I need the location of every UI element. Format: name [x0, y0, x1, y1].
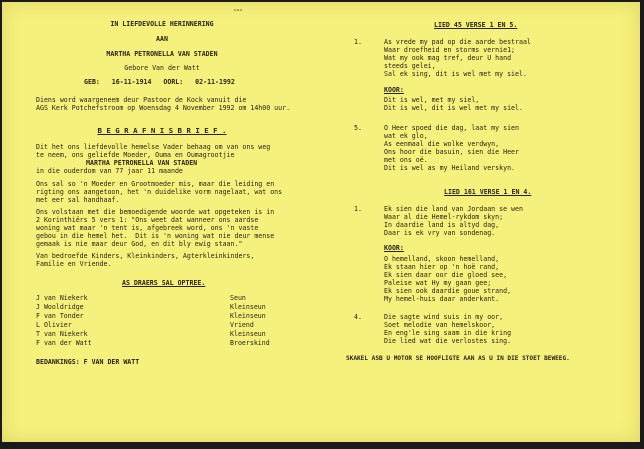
birth-death-dates: GEB: 16-11-1914 OORL: 02-11-1992: [84, 78, 235, 86]
verse-line: Dit is wel as my Heiland verskyn.: [384, 164, 516, 172]
bearer-name: J van Niekerk: [36, 294, 88, 302]
bearer-relation: Seun: [230, 294, 246, 302]
chorus-line: Paleise wat Hy my gaan gee;: [384, 279, 492, 287]
bearer-relation: Kleinseun: [230, 312, 266, 320]
letter-line: Ons sal so 'n Moeder en Grootmoeder mis, maar die leiding en: [36, 180, 275, 188]
verse-line: Ons hoor die basuin, sien die Heer: [384, 148, 519, 156]
aan-label: AAN: [156, 35, 168, 43]
bearers-heading: AS DRAERS SAL OPTREE.: [122, 279, 206, 287]
letter-line: MARTHA PETRONELLA VAN STADEN: [86, 159, 198, 167]
verse-line: In daardie land is altyd dag,: [384, 221, 500, 229]
chorus-line: Dit is wel, dit is wel met my siel.: [384, 104, 523, 112]
chorus-line: Ek sien daar oor die gloed see,: [384, 271, 508, 279]
chorus-line: O hemelland, skoon hemelland,: [384, 255, 500, 263]
verse-line: Wat my ook mag tref, deur U hand: [384, 54, 512, 62]
verse-line: En eng'le sing saam in die kring: [384, 329, 512, 337]
verse-line: Die sagte wind suis in my oor,: [384, 313, 504, 321]
deceased-name: MARTHA PETRONELLA VAN STADEN: [106, 50, 218, 58]
hymn-45-heading: LIED 45 VERSE 1 EN 5.: [434, 21, 518, 29]
letter-line: 2 Korinthiërs 5 vers 1: "Ons weet dat wanneer ons aardse: [36, 216, 259, 224]
verse-number: 5.: [354, 124, 362, 132]
letter-line: gemaak is nie maar deur God, en dit bly ewig staan.": [36, 240, 243, 248]
letter-line: Ons volstaan met die bemoedigende woorde wat opgeteken is in: [36, 208, 275, 216]
verse-line: met ons oë.: [384, 156, 428, 164]
bearer-name: J Wooldridge: [36, 303, 84, 311]
verse-line: Waar droefheid en storms vernie1;: [384, 46, 516, 54]
maiden-name: Gebore Van der Watt: [124, 64, 200, 72]
right-column: [324, 2, 640, 379]
bearer-relation: Broerskind: [230, 339, 270, 347]
verse-number: 4.: [354, 313, 362, 321]
letter-line: Familie en Vriende.: [36, 260, 112, 268]
pencil-mark: ᵤᵤᵤ: [234, 5, 243, 13]
verse-line: As eenmaal die wolke verdwyn,: [384, 140, 500, 148]
letter-line: rigting ons aangetoon, het 'n duidelike vorm nagelaat, wat ons: [36, 188, 283, 196]
verse-line: steeds gelei,: [384, 62, 436, 70]
letter-line: woning wat maar 'n tent is, afgebreek word, ons 'n vaste: [36, 224, 259, 232]
bearer-relation: Kleinseun: [230, 330, 266, 338]
bearer-name: L Olivier: [36, 321, 72, 329]
left-column: [2, 2, 322, 366]
chorus-line: Ek sien ook daardie goue strand,: [384, 287, 512, 295]
verse-line: Ek sien die land van Jordaan se wen: [384, 205, 523, 213]
hymn-161-heading: LIED 161 VERSE 1 EN 4.: [444, 188, 532, 196]
service-line-2: AGS Kerk Potchefstroom op Woensdag 4 November 1992 om 14h00 uur.: [36, 104, 291, 112]
procession-notice: SKAKEL ASB U MOTOR SE HOOFLIGTE AAN AS U IN DIE STOET BEWEEG.: [346, 355, 570, 362]
letter-line: Van bedroefde Kinders, Kleinkinders, Agterkleinkinders,: [36, 252, 255, 260]
verse-line: Sal ek sing, dit is wel met my siel.: [384, 70, 527, 78]
verse-line: As vrede my pad op die aarde bestraal: [384, 38, 531, 46]
thanks-line: BEDANKINGS: F VAN DER WATT: [36, 358, 140, 366]
letter-line: te neem, ons geliefde Moeder, Ouma en Oumagrootjie: [36, 151, 235, 159]
letter-heading: B E G R A F N I S B R I E F .: [97, 126, 227, 135]
chorus-label: KOOR:: [384, 86, 404, 94]
bearer-name: T van Niekerk: [36, 330, 88, 338]
letter-line: gebou in die hemel het. Dit is 'n woning wat nie deur mense: [36, 232, 275, 240]
letter-line: met eer sal handhaaf.: [36, 196, 120, 204]
verse-number: 1.: [354, 38, 362, 46]
letter-line: Dit het ons liefdevolle hemelse Vader behaag om van ons weg: [36, 143, 271, 151]
bearer-name: F van der Watt: [36, 339, 92, 347]
verse-line: O Heer spoed die dag, laat my sien: [384, 124, 519, 132]
service-line-1: Diens word waargeneem deur Pastoor de Kock vanuit die: [36, 96, 247, 104]
funeral-leaflet: [2, 2, 640, 442]
chorus-label: KOOR:: [384, 244, 404, 252]
verse-line: Die lied wat die verlostes sing.: [384, 337, 512, 345]
bearer-relation: Vriend: [230, 321, 254, 329]
verse-line: Soet melodie van hemelskoor,: [384, 321, 496, 329]
bearer-relation: Kleinseun: [230, 303, 266, 311]
chorus-line: Ek staan hier op 'n hoë rand,: [384, 263, 500, 271]
chorus-line: My hemel-huis daar anderkant.: [384, 295, 500, 303]
verse-number: 1.: [354, 205, 362, 213]
letter-line: in die ouderdom van 77 jaar 11 maande: [36, 167, 183, 175]
verse-line: Daar is ek vry van sondenag.: [384, 229, 496, 237]
memorial-title: IN LIEFDEVOLLE HERINNERING: [110, 20, 214, 28]
chorus-line: Dit is wel, met my siel,: [384, 96, 480, 104]
verse-line: wat ek glo,: [384, 132, 428, 140]
verse-line: Waar al die Hemel-rykdom skyn;: [384, 213, 504, 221]
bearer-name: F van Tonder: [36, 312, 84, 320]
